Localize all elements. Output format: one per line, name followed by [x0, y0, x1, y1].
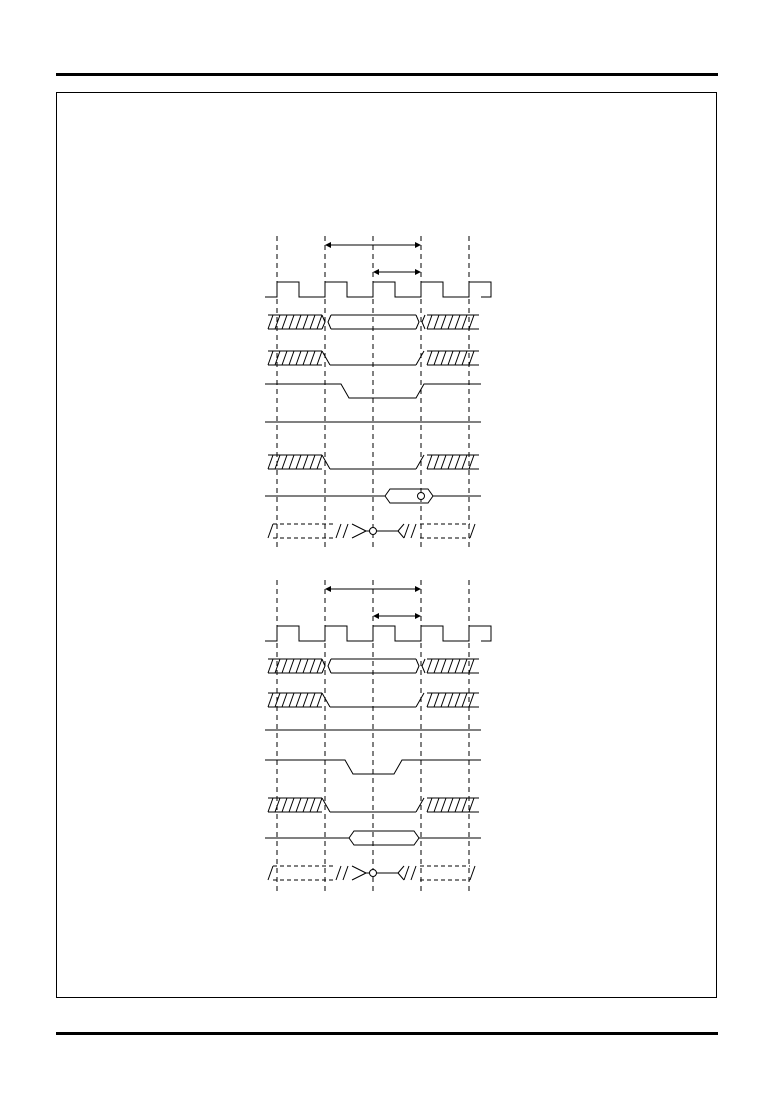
- clock-trace: [265, 626, 491, 641]
- hatch-stroke: [441, 455, 446, 469]
- invalid-region-right: [427, 315, 479, 329]
- hatch-stroke: [268, 351, 273, 365]
- signal-row: [265, 282, 491, 297]
- hatch-stroke: [448, 693, 453, 707]
- hatch-stroke: [434, 798, 439, 812]
- hatch-stroke: [470, 524, 475, 538]
- edge-right-a: [398, 524, 404, 531]
- half-span-arrow: [373, 613, 421, 619]
- edge-left-a: [352, 524, 366, 531]
- hatch-stroke: [469, 693, 474, 707]
- hatch-stroke: [317, 455, 322, 469]
- hatch-stroke: [404, 524, 409, 538]
- hatch-stroke: [310, 315, 315, 329]
- hatch-stroke: [296, 315, 301, 329]
- hatch-stroke: [289, 798, 294, 812]
- hatch-stroke: [310, 798, 315, 812]
- rise-edge: [416, 693, 424, 707]
- arrow-head-right: [415, 613, 421, 619]
- data-out-valid: [385, 489, 433, 503]
- hatch-stroke: [434, 315, 439, 329]
- hatch-stroke: [268, 524, 273, 538]
- hatch-stroke: [275, 693, 280, 707]
- signal-row: [268, 524, 475, 538]
- hatch-stroke: [282, 351, 287, 365]
- hatch-stroke: [268, 693, 273, 707]
- edge-right-a: [398, 866, 404, 873]
- timing-diagram-1: [265, 236, 491, 550]
- invalid-region-mid: [336, 866, 348, 880]
- signal-row: [268, 866, 475, 880]
- hatch-stroke: [282, 315, 287, 329]
- bus-transition-left-valid: [328, 315, 331, 329]
- hatch-stroke: [404, 866, 409, 880]
- arrow-head-left: [325, 242, 331, 248]
- hatch-stroke: [455, 693, 460, 707]
- hatch-stroke: [310, 455, 315, 469]
- fall-edge: [322, 798, 330, 812]
- timing-diagram-2: [265, 580, 491, 893]
- sample-point: [418, 493, 425, 500]
- hatch-stroke: [268, 659, 273, 673]
- hatch-stroke: [455, 455, 460, 469]
- hatch-stroke: [317, 315, 322, 329]
- hatch-stroke: [469, 659, 474, 673]
- edge-right-b: [398, 531, 404, 538]
- invalid-region-mid: [336, 524, 348, 538]
- signal-row: [265, 626, 491, 641]
- hatch-stroke: [296, 798, 301, 812]
- hatch-stroke: [455, 798, 460, 812]
- invalid-region-right: [427, 351, 479, 365]
- half-span-arrow: [373, 269, 421, 275]
- invalid-region-right: [427, 455, 479, 469]
- bus-transition-right: [416, 659, 419, 673]
- hatch-stroke: [441, 798, 446, 812]
- hatch-stroke: [462, 659, 467, 673]
- hatch-stroke: [303, 351, 308, 365]
- invalid-region-end: [470, 524, 475, 538]
- invalid-region-right: [427, 693, 479, 707]
- invalid-region-edge: [268, 524, 273, 538]
- edge-left-b: [352, 873, 366, 880]
- bus-transition-left-valid: [328, 659, 331, 673]
- invalid-region-left: [268, 798, 322, 812]
- hatch-stroke: [303, 315, 308, 329]
- hatch-stroke: [434, 659, 439, 673]
- hatch-stroke: [427, 315, 432, 329]
- hatch-stroke: [317, 659, 322, 673]
- hatch-stroke: [289, 455, 294, 469]
- hatch-stroke: [427, 798, 432, 812]
- fall-edge: [322, 455, 330, 469]
- hatch-stroke: [282, 659, 287, 673]
- hatch-stroke: [441, 659, 446, 673]
- invalid-region-right: [404, 524, 416, 538]
- invalid-region-left: [268, 693, 322, 707]
- hatch-stroke: [427, 455, 432, 469]
- hatch-stroke: [455, 659, 460, 673]
- hatch-stroke: [303, 455, 308, 469]
- hatch-stroke: [455, 315, 460, 329]
- invalid-region-end: [470, 866, 475, 880]
- clock-waveform: [265, 626, 491, 641]
- fall-edge: [322, 351, 330, 365]
- invalid-region-left: [268, 315, 322, 329]
- sample-point: [370, 528, 377, 535]
- hatch-stroke: [411, 524, 416, 538]
- hatch-stroke: [434, 455, 439, 469]
- hatch-stroke: [462, 693, 467, 707]
- hatch-stroke: [296, 351, 301, 365]
- edge-right-b: [398, 873, 404, 880]
- invalid-region-left: [268, 659, 322, 673]
- hatch-stroke: [469, 351, 474, 365]
- invalid-region-edge: [268, 866, 273, 880]
- data-in-waveform: [268, 524, 475, 538]
- hatch-stroke: [296, 693, 301, 707]
- arrow-head-left: [325, 586, 331, 592]
- hatch-stroke: [310, 693, 315, 707]
- hatch-stroke: [289, 351, 294, 365]
- hatch-stroke: [317, 693, 322, 707]
- hatch-stroke: [289, 315, 294, 329]
- hatch-stroke: [448, 455, 453, 469]
- hatch-stroke: [455, 351, 460, 365]
- hatch-stroke: [441, 693, 446, 707]
- arrow-head-left: [373, 269, 379, 275]
- hatch-stroke: [448, 315, 453, 329]
- hatch-stroke: [441, 315, 446, 329]
- hatch-stroke: [434, 693, 439, 707]
- hatch-stroke: [462, 798, 467, 812]
- arrow-head-left: [373, 613, 379, 619]
- invalid-region-right: [404, 866, 416, 880]
- hatch-stroke: [310, 659, 315, 673]
- hatch-stroke: [469, 315, 474, 329]
- hatch-stroke: [441, 351, 446, 365]
- arrow-head-right: [415, 269, 421, 275]
- hatch-stroke: [303, 798, 308, 812]
- hatch-stroke: [289, 693, 294, 707]
- hatch-stroke: [296, 659, 301, 673]
- hatch-stroke: [427, 693, 432, 707]
- hatch-stroke: [469, 798, 474, 812]
- hatch-stroke: [427, 351, 432, 365]
- hatch-stroke: [336, 524, 341, 538]
- hatch-stroke: [282, 455, 287, 469]
- hatch-stroke: [462, 455, 467, 469]
- hatch-stroke: [296, 455, 301, 469]
- bus-transition-right-invalid: [422, 315, 425, 329]
- hatch-stroke: [462, 315, 467, 329]
- hatch-stroke: [268, 798, 273, 812]
- invalid-region-right: [427, 659, 479, 673]
- bus-transition-right: [416, 315, 419, 329]
- hatch-stroke: [268, 866, 273, 880]
- hatch-stroke: [427, 659, 432, 673]
- edge-left-a: [352, 866, 366, 873]
- arrow-head-right: [415, 242, 421, 248]
- hatch-stroke: [310, 351, 315, 365]
- sample-point: [370, 870, 377, 877]
- hatch-stroke: [470, 866, 475, 880]
- edge-left-b: [352, 531, 366, 538]
- invalid-region-right: [427, 798, 479, 812]
- clock-trace: [265, 282, 491, 297]
- hatch-stroke: [268, 315, 273, 329]
- invalid-region-left: [268, 351, 322, 365]
- hatch-stroke: [343, 524, 348, 538]
- hatch-stroke: [317, 351, 322, 365]
- arrow-head-right: [415, 586, 421, 592]
- hatch-stroke: [448, 351, 453, 365]
- data-valid: [349, 831, 419, 845]
- hatch-stroke: [343, 866, 348, 880]
- bus-transition-right-invalid: [422, 659, 425, 673]
- invalid-region-left: [268, 455, 322, 469]
- hatch-stroke: [317, 798, 322, 812]
- hatch-stroke: [275, 455, 280, 469]
- hatch-stroke: [336, 866, 341, 880]
- hatch-stroke: [303, 693, 308, 707]
- fall-edge: [322, 693, 330, 707]
- hatch-stroke: [282, 693, 287, 707]
- hatch-stroke: [289, 659, 294, 673]
- hatch-stroke: [469, 455, 474, 469]
- hatch-stroke: [448, 798, 453, 812]
- hatch-stroke: [282, 798, 287, 812]
- rise-edge: [416, 798, 424, 812]
- hatch-stroke: [268, 455, 273, 469]
- rise-edge: [416, 455, 424, 469]
- hatch-stroke: [462, 351, 467, 365]
- rise-edge: [416, 351, 424, 365]
- data-in-waveform: [268, 866, 475, 880]
- hatch-stroke: [411, 866, 416, 880]
- hatch-stroke: [448, 659, 453, 673]
- hatch-stroke: [434, 351, 439, 365]
- clock-waveform: [265, 282, 491, 297]
- hatch-stroke: [303, 659, 308, 673]
